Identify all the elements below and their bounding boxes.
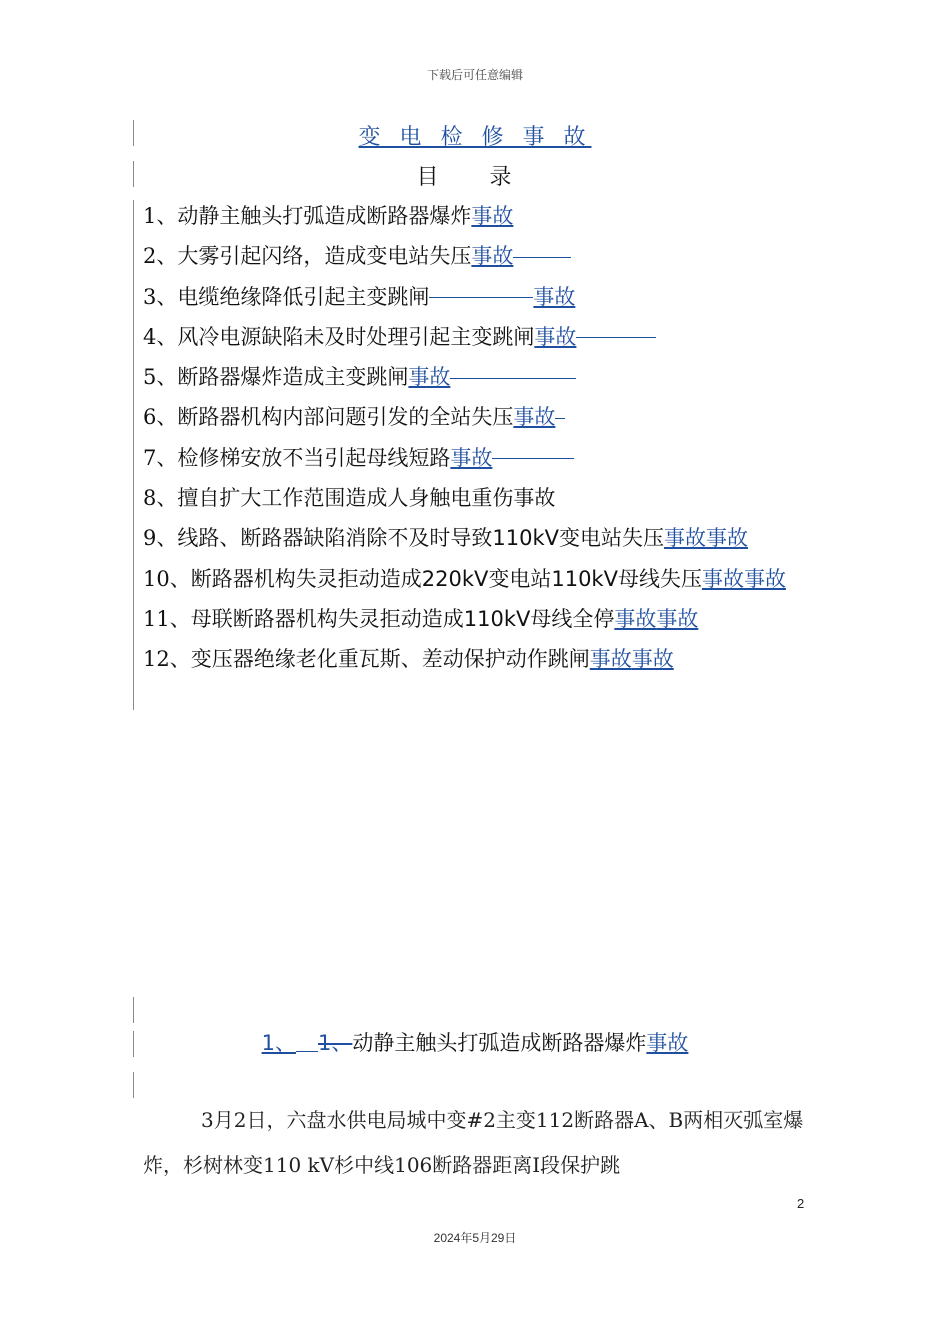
table-of-contents [143, 196, 823, 680]
toc-link[interactable]: 事故 [589, 647, 632, 672]
toc-item[interactable]: 10、断路器机构失灵拒动造成220kV变电站110kV母线失压事故事故 [143, 566, 786, 591]
section-number: 1、 [261, 1031, 296, 1055]
document-title[interactable]: 变 电 检 修 事 故 [358, 125, 592, 150]
toc-item[interactable]: 3、电缆绝缘降低引起主变跳闸 事故 [143, 284, 576, 309]
page-number: 2 [797, 1196, 805, 1211]
toc-link[interactable]: 事故 [631, 647, 674, 672]
toc-item[interactable]: 7、检修梯安放不当引起母线短路事故 [143, 438, 823, 478]
toc-item[interactable]: 5、断路器爆炸造成主变跳闸事故 [143, 357, 823, 397]
header-note: 下载后可任意编辑 [426, 68, 523, 82]
toc-link[interactable]: 事故 [533, 284, 576, 309]
revision-bar [133, 200, 134, 710]
toc-item[interactable]: 12、变压器绝缘老化重瓦斯、差动保护动作跳闸事故事故 [143, 647, 674, 672]
section-number-deleted: 1、 [318, 1031, 353, 1055]
toc-link[interactable]: 事故 [513, 405, 556, 430]
toc-link[interactable]: 事故 [471, 204, 514, 228]
toc-link[interactable]: 事故 [408, 365, 451, 390]
toc-item[interactable]: 8、擅自扩大工作范围造成人身触电重伤事故 [143, 486, 556, 511]
revision-bar [133, 997, 134, 1023]
toc-item[interactable]: 9、线路、断路器缺陷消除不及时导致110kV变电站失压事故事故 [143, 526, 748, 551]
toc-link[interactable]: 事故 [705, 526, 748, 551]
toc-item[interactable]: 1、动静主触头打弧造成断路器爆炸事故 [143, 204, 514, 228]
toc-heading: 目 录 [416, 165, 534, 190]
footer-date: 2024年5月29日 [433, 1231, 517, 1245]
section-heading [0, 1027, 950, 1057]
toc-link[interactable]: 事故 [614, 606, 657, 631]
toc-link[interactable]: 事故 [663, 526, 706, 551]
toc-link[interactable]: 事故 [701, 566, 744, 591]
toc-link[interactable]: 事故 [534, 324, 577, 349]
section-title-text: 动静主触头打弧造成断路器爆炸 [352, 1031, 647, 1055]
revision-bar [133, 1072, 134, 1098]
toc-link[interactable]: 事故 [450, 445, 493, 470]
toc-item[interactable]: 2、大雾引起闪络，造成变电站失压事故 [143, 236, 823, 276]
section-link[interactable]: 事故 [646, 1031, 689, 1055]
toc-link[interactable]: 事故 [471, 244, 514, 269]
toc-item[interactable]: 11、母联断路器机构失灵拒动造成110kV母线全停事故事故 [143, 606, 699, 631]
toc-item[interactable]: 6、断路器机构内部问题引发的全站失压事故 [143, 397, 823, 437]
toc-link[interactable]: 事故 [656, 606, 699, 631]
toc-link[interactable]: 事故 [743, 566, 786, 591]
body-paragraph: 3月2日，六盘水供电局城中变#2主变112断路器A、B两相灭弧室爆炸，杉树林变110 kV杉中线106断路器距离Ⅰ段保护跳 [143, 1108, 804, 1177]
toc-item[interactable]: 4、风冷电源缺陷未及时处理引起主变跳闸事故 [143, 317, 823, 357]
